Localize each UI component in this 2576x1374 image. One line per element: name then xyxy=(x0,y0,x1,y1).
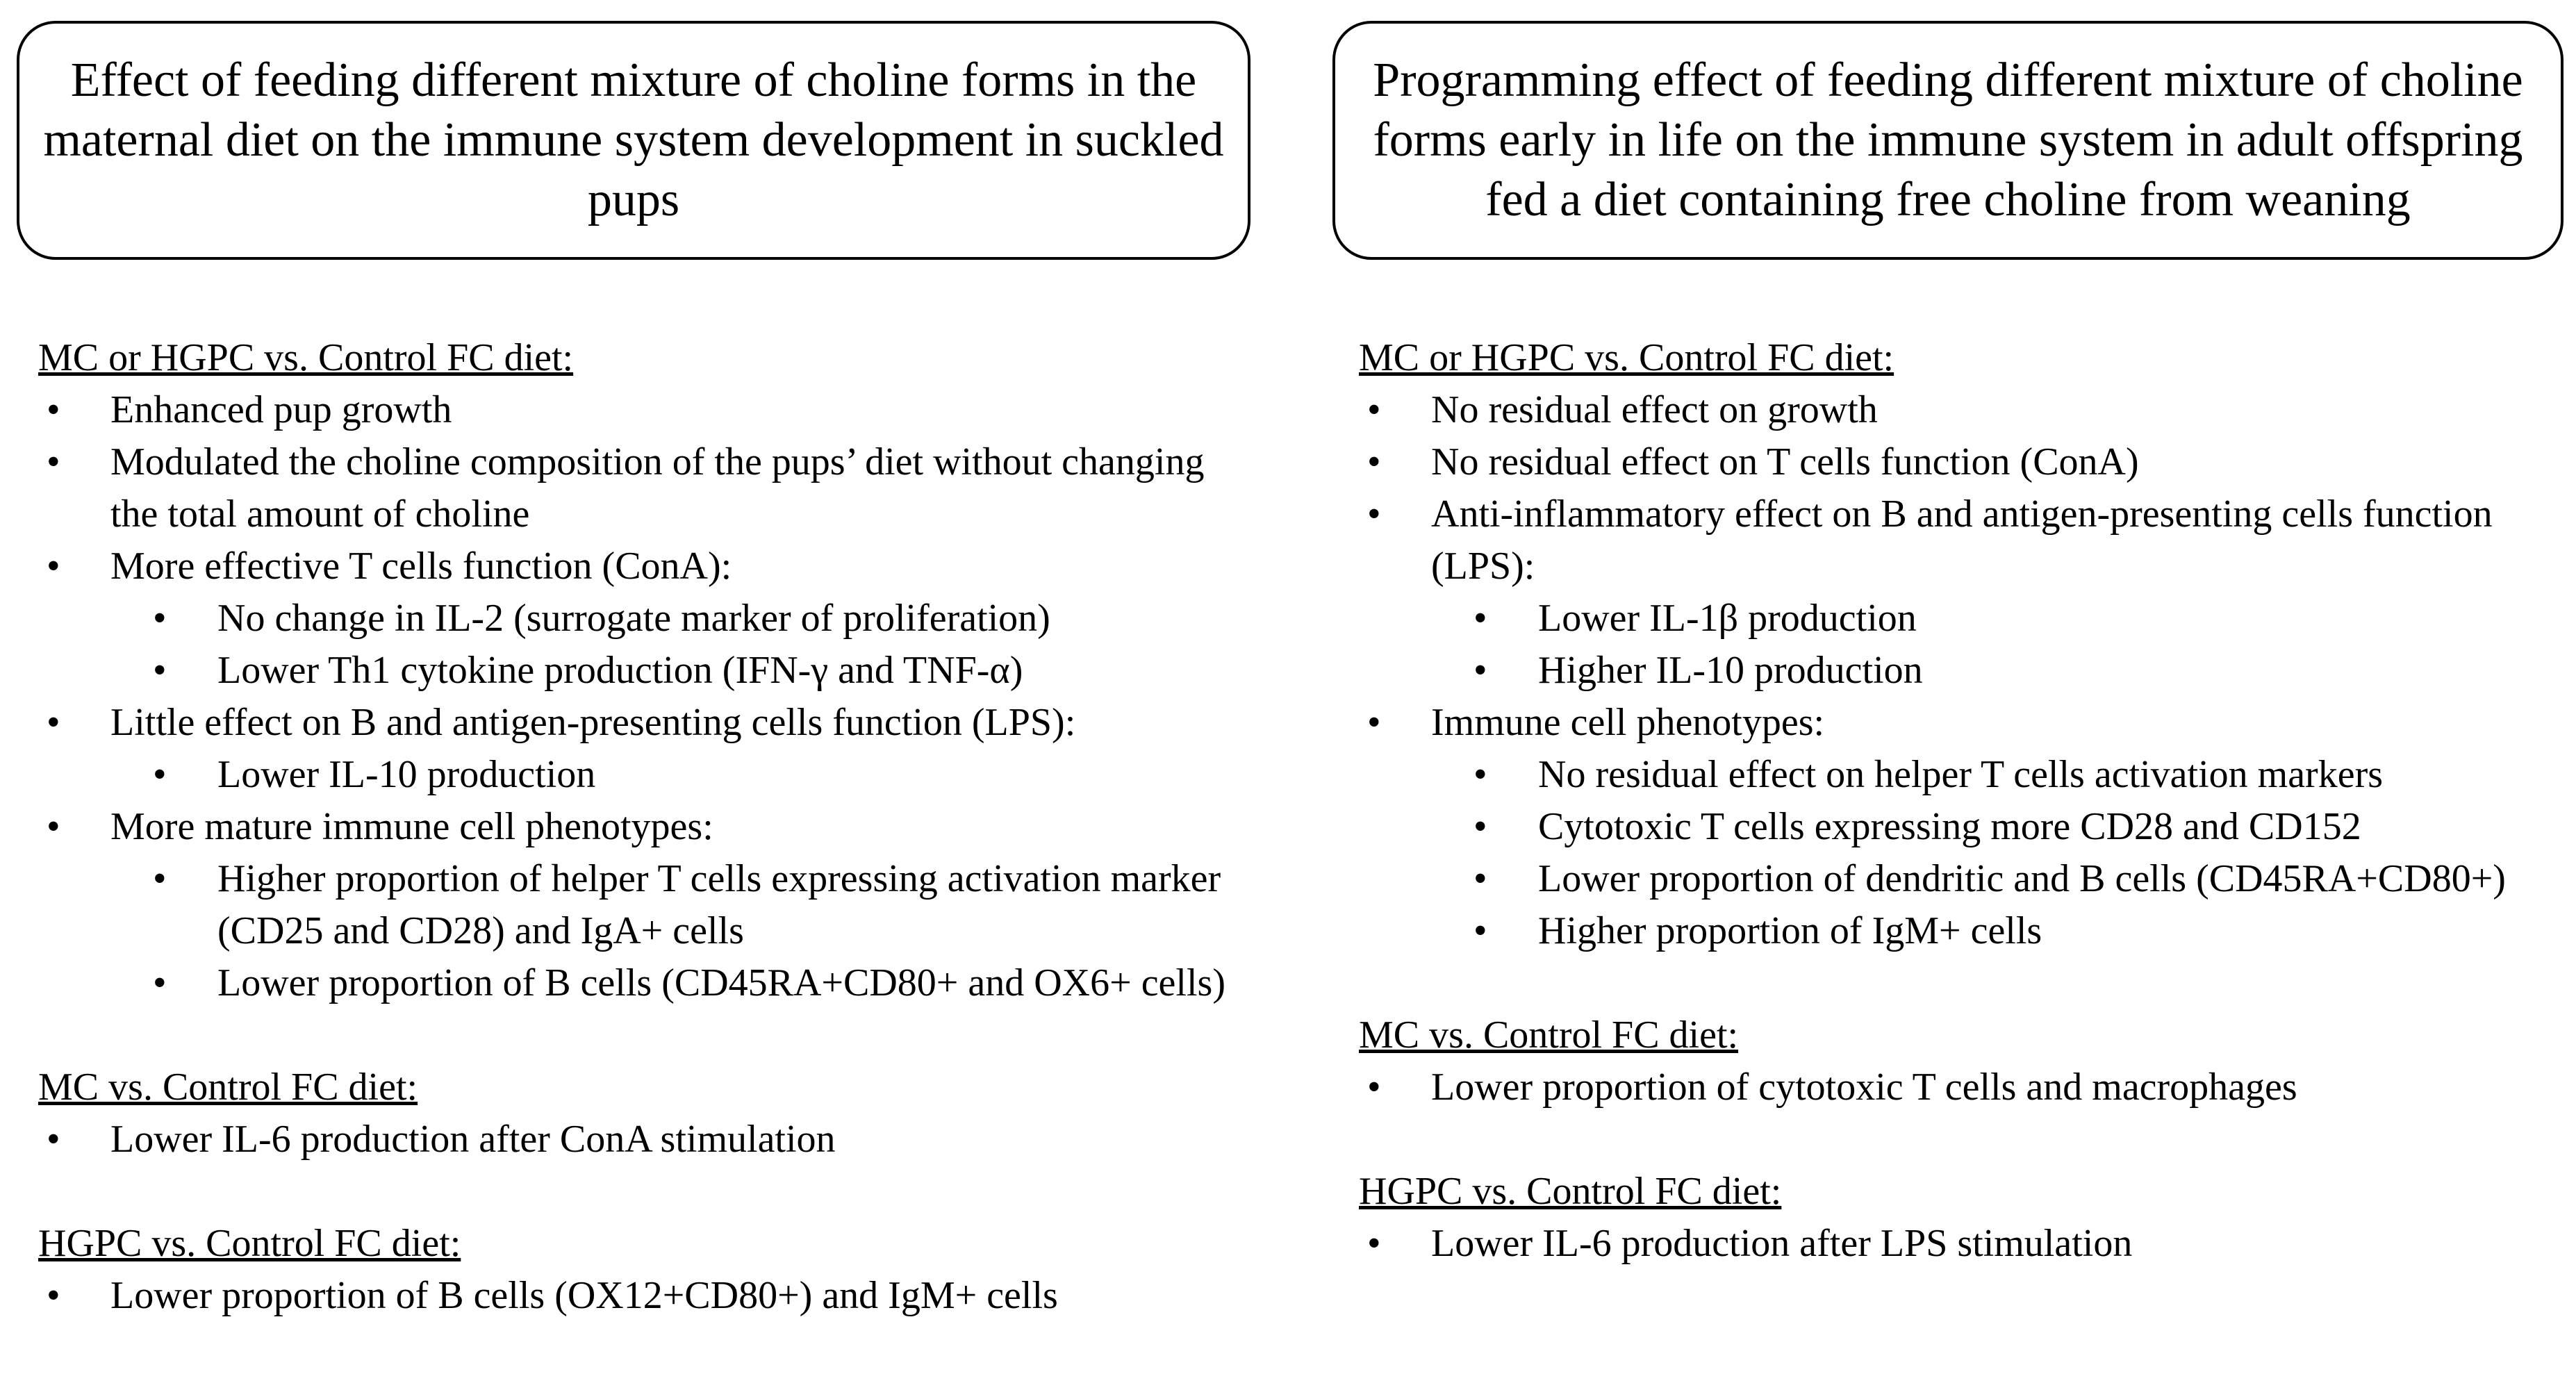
bullet-icon: • xyxy=(47,701,60,744)
section-heading: MC vs. Control FC diet: xyxy=(38,1066,418,1109)
bullet-item xyxy=(38,1114,1233,1166)
bullet-text: Lower proportion of dendritic and B cells (CD45RA+CD80+) xyxy=(1538,857,2506,900)
right-title-box xyxy=(1332,21,2563,260)
bullet-text: Cytotoxic T cells expressing more CD28 and CD152 xyxy=(1538,805,2361,848)
section-heading: HGPC vs. Control FC diet: xyxy=(1359,1170,1782,1213)
sub-bullet-item xyxy=(1359,593,2554,645)
bullet-text: Lower proportion of B cells (CD45RA+CD80+ and OX6+ cells) xyxy=(217,961,1225,1004)
sub-bullet-item xyxy=(38,645,1233,697)
bullet-item xyxy=(1359,1061,2554,1114)
sub-bullet-item xyxy=(38,749,1233,801)
bullet-icon: • xyxy=(1473,805,1487,848)
bullet-text: Higher IL-10 production xyxy=(1538,649,1923,692)
left-title: Effect of feeding different mixture of choline forms in the maternal diet on the immune system development in suckled pups xyxy=(43,53,1224,226)
section-heading: MC or HGPC vs. Control FC diet: xyxy=(1359,336,1894,379)
bullet-text: Lower proportion of B cells (OX12+CD80+) and IgM+ cells xyxy=(110,1274,1058,1317)
bullet-text: No residual effect on helper T cells activation markers xyxy=(1538,753,2384,796)
bullet-text: Little effect on B and antigen-presenting cells function (LPS): xyxy=(110,701,1076,744)
bullet-text: Lower Th1 cytokine production (IFN-γ and TNF-α) xyxy=(217,649,1023,692)
sub-bullet-item xyxy=(1359,905,2554,957)
bullet-icon: • xyxy=(1473,909,1487,952)
bullet-icon: • xyxy=(1367,493,1381,536)
bullet-item xyxy=(38,801,1233,853)
bullet-icon: • xyxy=(47,1274,60,1317)
bullet-text: Lower IL-10 production xyxy=(217,753,596,796)
bullet-icon: • xyxy=(47,805,60,848)
left-title-box xyxy=(17,21,1250,260)
bullet-text: Lower IL-6 production after ConA stimulation xyxy=(110,1118,836,1161)
bullet-text: No residual effect on growth xyxy=(1431,388,1878,431)
sub-bullet-item xyxy=(1359,853,2554,905)
sub-bullet-item xyxy=(1359,749,2554,801)
bullet-item xyxy=(1359,1218,2554,1270)
bullet-text: No residual effect on T cells function (ConA) xyxy=(1431,440,2139,483)
bullet-text: Higher proportion of IgM+ cells xyxy=(1538,909,2042,952)
bullet-icon: • xyxy=(1367,1222,1381,1265)
bullet-icon: • xyxy=(47,440,60,483)
bullet-icon: • xyxy=(153,753,167,796)
bullet-text: Enhanced pup growth xyxy=(110,388,452,431)
left-column xyxy=(38,332,1233,1374)
section-heading: MC vs. Control FC diet: xyxy=(1359,1013,1739,1057)
bullet-text: Higher proportion of helper T cells expressing activation marker (CD25 and CD28) and IgA+ cells xyxy=(217,857,1221,952)
findings-section xyxy=(1359,1166,2554,1270)
sub-bullet-item xyxy=(38,593,1233,645)
bullet-item xyxy=(38,697,1233,749)
bullet-text: Immune cell phenotypes: xyxy=(1431,701,1825,744)
bullet-item xyxy=(1359,488,2554,593)
sub-bullet-item xyxy=(38,853,1233,957)
bullet-icon: • xyxy=(1367,1066,1381,1109)
bullet-icon: • xyxy=(153,857,167,900)
findings-section xyxy=(1359,1009,2554,1114)
bullet-item xyxy=(38,436,1233,540)
right-title: Programming effect of feeding different mixture of choline forms early in life on the immune system in adult offspring fed a diet containing free choline from weaning xyxy=(1373,53,2523,226)
bullet-item xyxy=(38,1270,1233,1322)
bullet-icon: • xyxy=(153,649,167,692)
right-column xyxy=(1359,332,2554,1322)
sub-bullet-item xyxy=(38,957,1233,1009)
bullet-icon: • xyxy=(1473,597,1487,640)
bullet-icon: • xyxy=(1473,753,1487,796)
sub-bullet-item xyxy=(1359,645,2554,697)
bullet-item xyxy=(38,540,1233,593)
bullet-icon: • xyxy=(47,545,60,588)
bullet-icon: • xyxy=(1473,649,1487,692)
bullet-item xyxy=(1359,697,2554,749)
section-heading: HGPC vs. Control FC diet: xyxy=(38,1222,461,1265)
bullet-icon: • xyxy=(153,961,167,1004)
section-heading: MC or HGPC vs. Control FC diet: xyxy=(38,336,574,379)
findings-section xyxy=(38,1061,1233,1166)
bullet-text: Lower proportion of cytotoxic T cells and macrophages xyxy=(1431,1066,2297,1109)
bullet-icon: • xyxy=(47,1118,60,1161)
bullet-item xyxy=(1359,436,2554,488)
findings-section xyxy=(38,1218,1233,1322)
bullet-icon: • xyxy=(47,388,60,431)
bullet-text: Modulated the choline composition of the pups’ diet without changing the total amount of choline xyxy=(110,440,1205,536)
bullet-text: Anti-inflammatory effect on B and antigen-presenting cells function (LPS): xyxy=(1431,493,2493,588)
sub-bullet-item xyxy=(1359,801,2554,853)
findings-section xyxy=(1359,332,2554,957)
bullet-text: More effective T cells function (ConA): xyxy=(110,545,732,588)
bullet-text: Lower IL-1β production xyxy=(1538,597,1917,640)
bullet-icon: • xyxy=(1367,440,1381,483)
bullet-icon: • xyxy=(1367,388,1381,431)
bullet-icon: • xyxy=(1367,701,1381,744)
bullet-item xyxy=(1359,384,2554,436)
bullet-icon: • xyxy=(153,597,167,640)
findings-section xyxy=(38,332,1233,1009)
bullet-item xyxy=(38,384,1233,436)
bullet-icon: • xyxy=(1473,857,1487,900)
bullet-text: More mature immune cell phenotypes: xyxy=(110,805,713,848)
bullet-text: No change in IL-2 (surrogate marker of proliferation) xyxy=(217,597,1050,640)
bullet-text: Lower IL-6 production after LPS stimulation xyxy=(1431,1222,2133,1265)
